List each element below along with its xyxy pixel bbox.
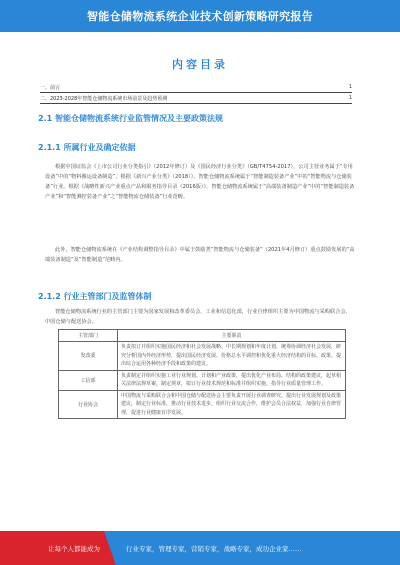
table-cell-duty: 负责制定并组织实施工业行业规划、计划和产业政策，提出优化产业布局、结构的政策建议，起草相关法律法规草案，制定规章，拟订行业技术规范和标准并组织实施，指导行业质量管理工作。	[118, 370, 346, 390]
body-paragraph: 此外，智能仓储物流系统在《产业结构调整指导目录》中属于鼓励类“智能物流与仓储装备”（2021年4月修订）重点鼓励发展的“高端装备制造”及“智能制造”范畴内。	[45, 247, 355, 263]
toc-item[interactable]	[40, 95, 352, 104]
toc-item-page: 1	[348, 84, 352, 90]
table-cell-name: 工信部	[59, 370, 118, 390]
toc-item[interactable]	[40, 84, 352, 93]
table-cell-duty: 负责拟订并组织实施国民经济和社会发展战略、中长期规划和年度计划，统筹协调经济社会发展，研究分析国内外经济形势，提出国民经济发展、价格总水平调控和优化重大经济结构的目标、政策，提出综合运用各种经济手段和政策的建议。	[118, 342, 346, 371]
body-paragraph: 根据中国证监会《上市公司行业分类指引》（2012年修订）及《国民经济行业分类》（GB/T4754-2017），公司主营业务属于“专用设备”中的“物料搬运设备制造”，根据《新兴产业分类》（2018）》，智能仓储物流系统属于“智能制造装备产业”中的“智能物流与仓储装备”行业。根据《战略性新兴产业重点产品和服务指导目录（2016版）》，智能仓储物流系统属于“高端装备制造产业”中的“智能制造装备产业”和“智能测控装备产业”之“智能物流仓储装备”行业范畴。	[45, 164, 355, 200]
toc-title: 内容目录	[172, 58, 228, 71]
header-bar	[0, 0, 400, 32]
report-title: 智能仓储物流系统企业技术创新策略研究报告	[87, 10, 313, 23]
subsection-heading: 2.1.2 行业主管部门及监管体制	[38, 292, 152, 301]
subsection-heading: 2.1.1 所属行业及确定依据	[38, 143, 136, 152]
section-heading: 2.1 智能仓储物流系统行业监管情况及主要政策法规	[38, 114, 223, 123]
table-row	[59, 342, 346, 371]
toc-item-label: 二、2023-2028年智能仓储物流系统市场前景及趋势预测	[40, 96, 168, 102]
table-header-row	[59, 330, 346, 342]
table-cell-duty: 中国物流与采购联合会和中国仓储与配送协会主要负责开展行业调查研究，提出行业发展规划及政策建议，制定行业标准，推动行业技术进步，组织行业交流合作，维护会员合法权益，加强行业自律管理，促进行业健康有序发展。	[118, 390, 346, 419]
table-header-cell: 主要职责	[118, 330, 346, 342]
footer-slogan-right: 行业专家，管理专家，营销专家，战略专家，成功企业家……	[126, 545, 302, 553]
footer-slogan-left: 让每个人都能成为	[48, 545, 100, 553]
table-cell-name: 行业协会	[59, 390, 118, 419]
regulator-table	[58, 329, 346, 419]
table-header-cell: 主管部门	[59, 330, 118, 342]
table-row	[59, 370, 346, 390]
toc-item-label: 一、前言	[40, 85, 61, 91]
body-paragraph: 智能仓储物流系统行业的主管部门主要为国家发展和改革委员会、工业和信息化部，行业自律组织主要为中国物流与采购联合会、中国仓储与配送协会。	[45, 309, 351, 325]
table-row	[59, 390, 346, 419]
table-cell-name: 发改委	[59, 342, 118, 371]
toc-item-page: 1	[348, 95, 352, 101]
